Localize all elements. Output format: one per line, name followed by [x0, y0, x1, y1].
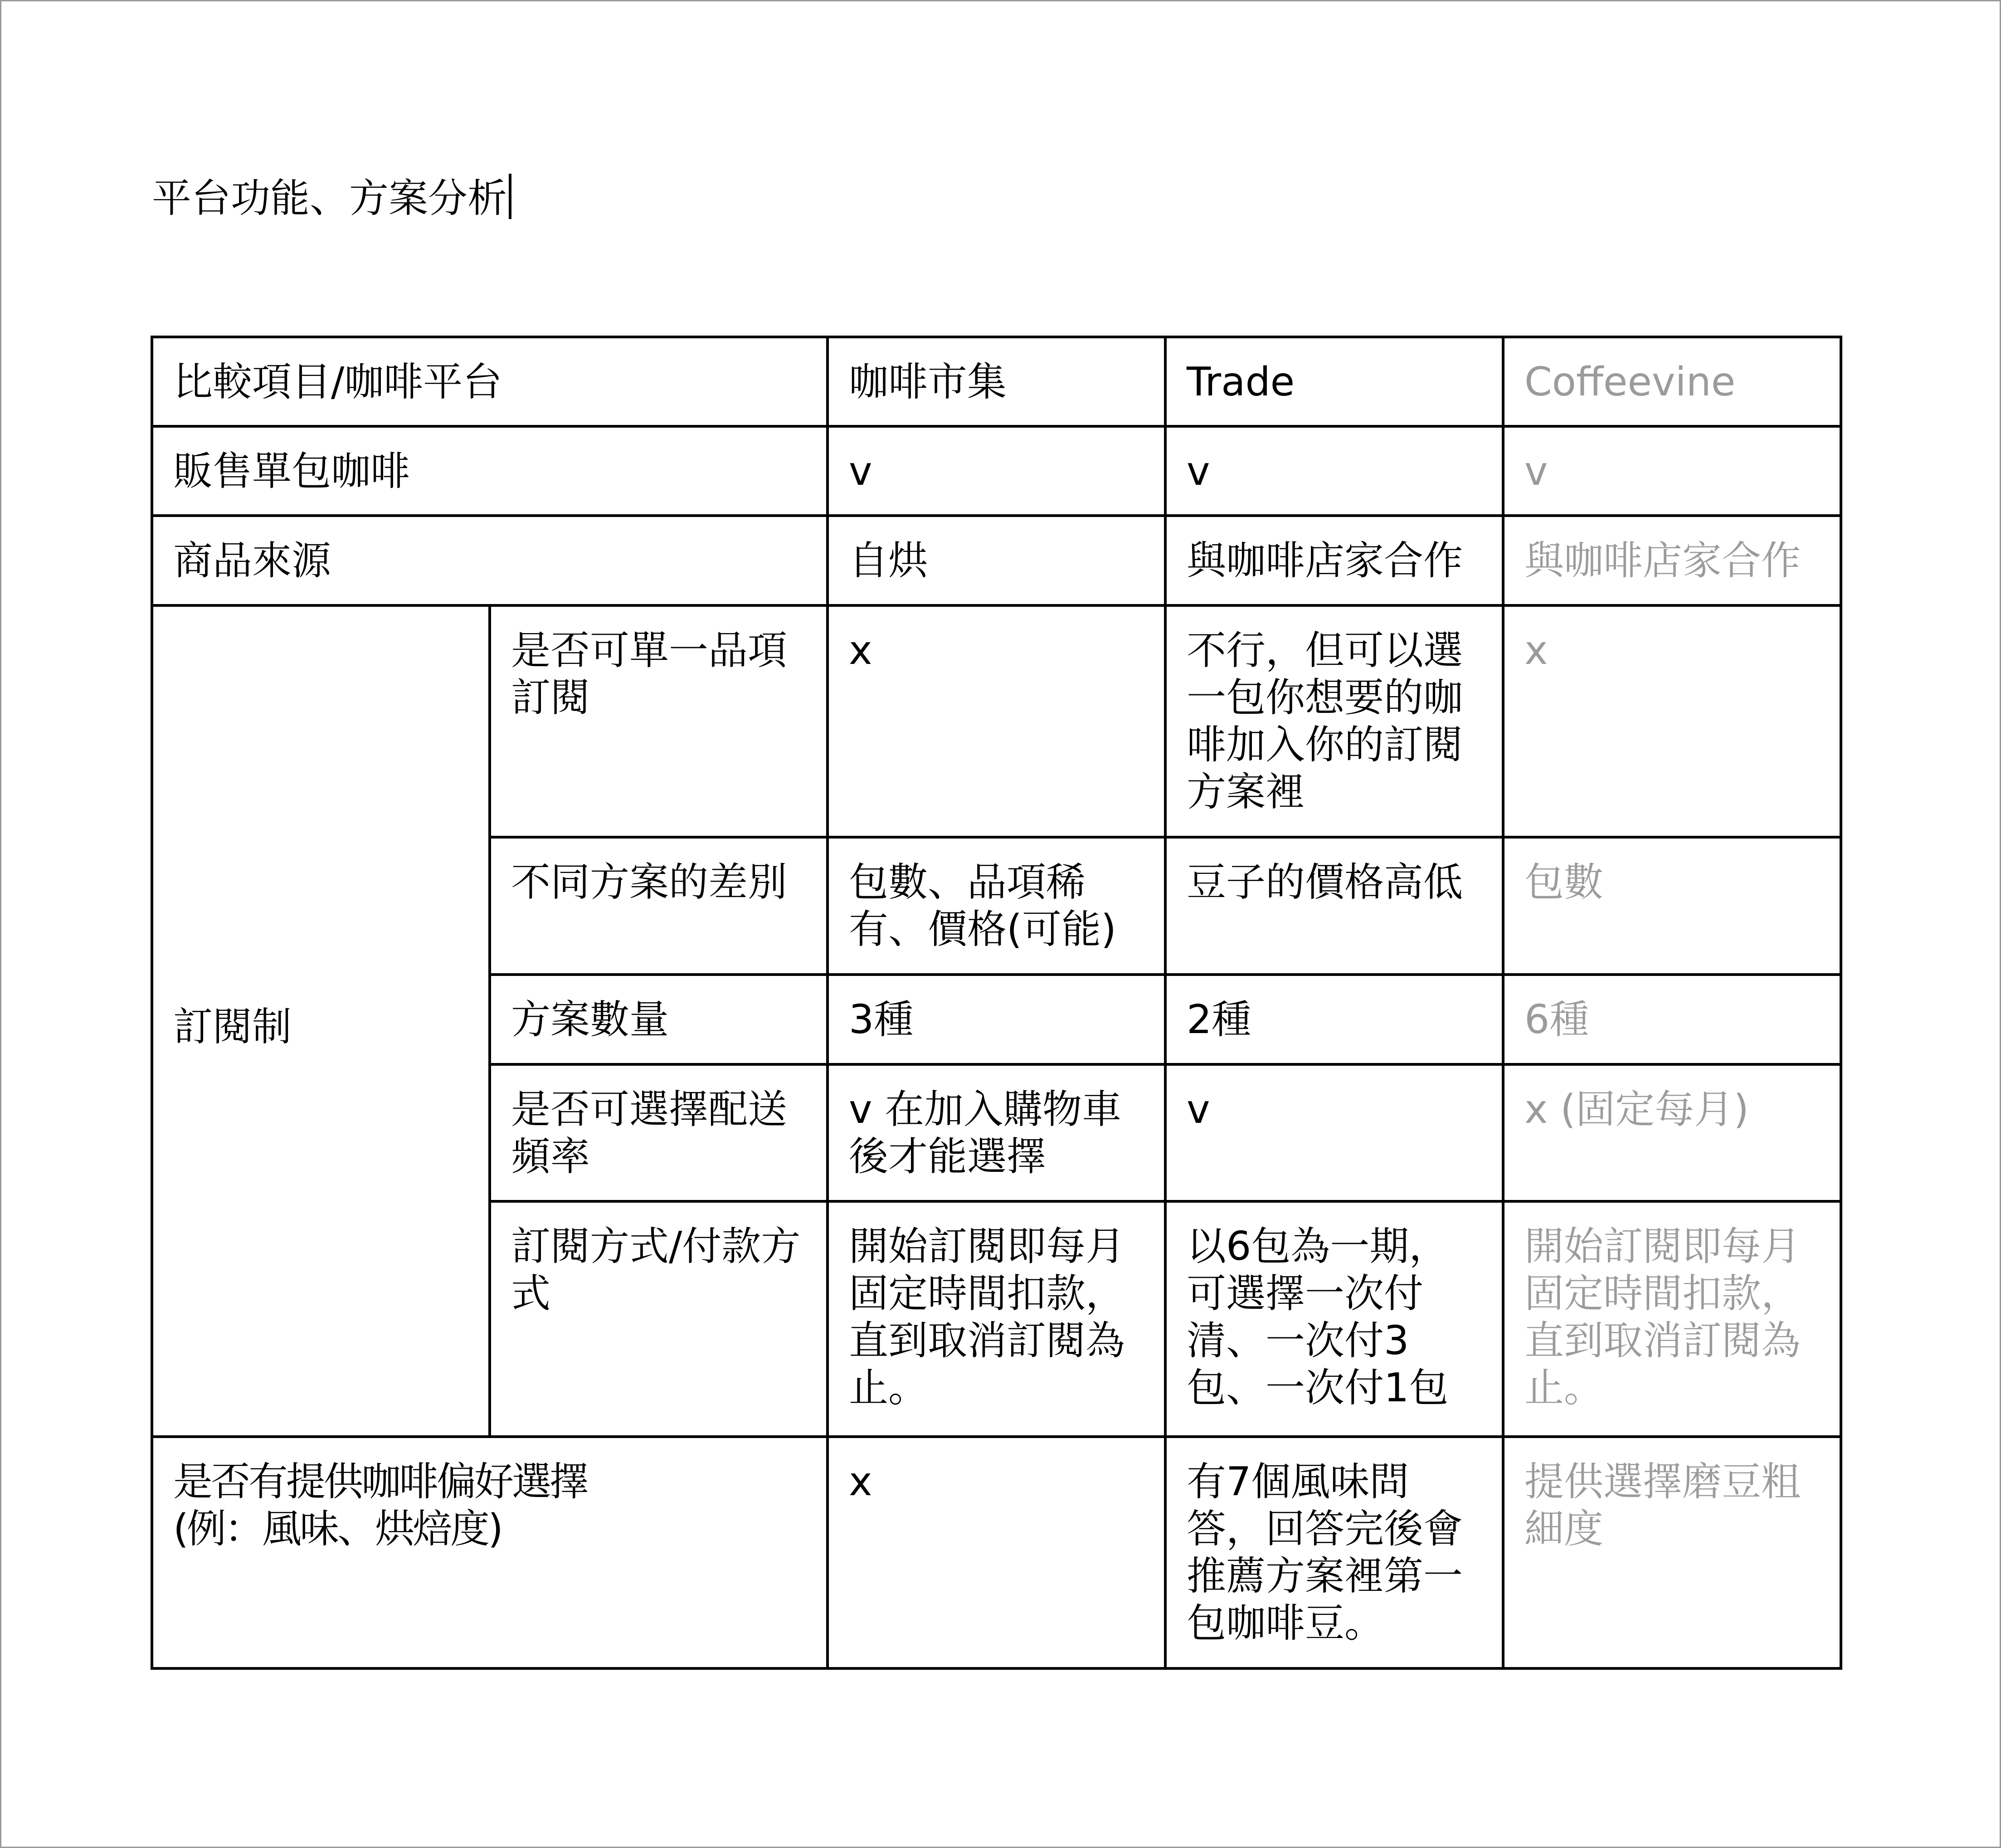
cell-coffee-market: x [828, 1437, 1165, 1668]
cell-trade: 不行，但可以選一包你想要的咖啡加入你的訂閱方案裡 [1165, 605, 1503, 837]
cell-coffeevine: 提供選擇磨豆粗細度 [1503, 1437, 1841, 1668]
document-title[interactable] [152, 169, 511, 228]
row-label: 販售單包咖啡 [152, 426, 828, 516]
cell-coffeevine: v [1503, 426, 1841, 516]
cell-coffee-market: 包數、品項稀有、價格(可能) [828, 837, 1165, 975]
cell-coffee-market: 自烘 [828, 516, 1165, 605]
cell-coffeevine: 開始訂閱即每月固定時間扣款，直到取消訂閱為止。 [1503, 1201, 1841, 1437]
cell-coffee-market: 開始訂閱即每月固定時間扣款，直到取消訂閱為止。 [828, 1201, 1165, 1437]
cell-coffeevine: x (固定每月) [1503, 1064, 1841, 1201]
cell-trade: v [1165, 1064, 1503, 1201]
header-platform-coffee-market: 咖啡市集 [828, 337, 1165, 426]
cell-coffeevine: x [1503, 605, 1841, 837]
header-item-cell: 比較項目/咖啡平台 [152, 337, 828, 426]
table-row-preference [152, 1437, 1841, 1668]
row-label-line-2: (例：風味、烘焙度) [173, 1506, 501, 1552]
row-label: 訂閱方式/付款方式 [490, 1201, 828, 1437]
cell-trade: 與咖啡店家合作 [1165, 516, 1503, 605]
row-label [152, 1437, 828, 1668]
cell-coffeevine: 6種 [1503, 975, 1841, 1064]
row-label: 不同方案的差別 [490, 837, 828, 975]
header-platform-trade: Trade [1165, 337, 1503, 426]
cell-coffee-market: v [828, 426, 1165, 516]
group-label-subscription: 訂閱制 [152, 605, 490, 1437]
row-label: 是否可選擇配送頻率 [490, 1064, 828, 1201]
cell-trade: v [1165, 426, 1503, 516]
cell-trade: 有7個風味問答，回答完後會推薦方案裡第一包咖啡豆。 [1165, 1437, 1503, 1668]
table-row-single-item-subscription [152, 605, 1841, 837]
comparison-table [151, 336, 1842, 1670]
row-label: 商品來源 [152, 516, 828, 605]
cell-coffeevine: 與咖啡店家合作 [1503, 516, 1841, 605]
text-cursor [509, 174, 511, 219]
cell-trade: 2種 [1165, 975, 1503, 1064]
row-label: 方案數量 [490, 975, 828, 1064]
header-platform-coffeevine: Coffeevine [1503, 337, 1841, 426]
cell-coffee-market: v 在加入購物車後才能選擇 [828, 1064, 1165, 1201]
cell-coffeevine: 包數 [1503, 837, 1841, 975]
row-label: 是否可單一品項訂閱 [490, 605, 828, 837]
cell-coffee-market: 3種 [828, 975, 1165, 1064]
table-row-source [152, 516, 1841, 605]
cell-trade: 豆子的價格高低 [1165, 837, 1503, 975]
document-title-text: 平台功能、方案分析 [152, 175, 507, 221]
table-row-single-pack [152, 426, 1841, 516]
cell-coffee-market: x [828, 605, 1165, 837]
cell-trade: 以6包為一期，可選擇一次付清、一次付3包、一次付1包 [1165, 1201, 1503, 1437]
row-label-line-1: 是否有提供咖啡偏好選擇 [173, 1458, 587, 1505]
table-header-row [152, 337, 1841, 426]
